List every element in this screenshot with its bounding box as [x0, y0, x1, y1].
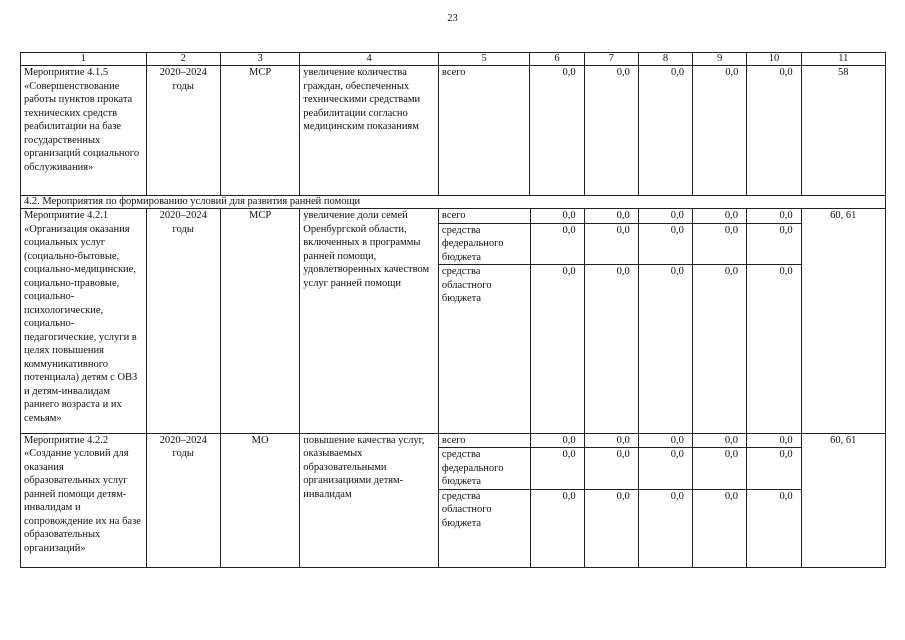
value-cell: 0,0: [746, 489, 800, 567]
financing-block: [438, 433, 801, 568]
col-header: 4: [300, 53, 439, 66]
value-cell: 0,0: [530, 66, 584, 196]
financing-row: [439, 489, 801, 567]
col-header: 1: [21, 53, 147, 66]
value-cell: 0,0: [530, 448, 584, 490]
indicator: увеличение доли семей Оренбургской области, включенных в программы ранней помощи, удовлетворенных качеством услуг ранней помощи: [300, 209, 439, 434]
col-header: 10: [747, 53, 801, 66]
value-cell: 0,0: [693, 66, 747, 196]
value-cell: 0,0: [638, 489, 692, 567]
value-cell: 0,0: [746, 265, 800, 433]
section-row: [21, 196, 886, 209]
fin-source: всего: [439, 209, 530, 223]
col-header: 9: [693, 53, 747, 66]
value-cell: 0,0: [638, 434, 692, 448]
value-cell: 0,0: [638, 448, 692, 490]
financing-row: [439, 209, 801, 223]
measure-name: Мероприятие 4.1.5 «Совершенствование работы пунктов проката технических средств реабилитации на базе государственных организаций социального обслуживания»: [21, 66, 147, 196]
value-cell: 0,0: [692, 489, 746, 567]
indicator: увеличение количества граждан, обеспеченных техническими средствами реабилитации согласно медицинским показаниям: [300, 66, 439, 196]
col-header: 11: [801, 53, 885, 66]
value-cell: 0,0: [584, 489, 638, 567]
col-header: 3: [220, 53, 299, 66]
financing-subtable: [439, 434, 801, 568]
table-row: [21, 433, 886, 568]
period: 2020–2024 годы: [146, 433, 220, 568]
fin-source: всего: [438, 66, 529, 196]
value-cell: 0,0: [692, 434, 746, 448]
indicator: повышение качества услуг, оказываемых образовательными организациями детям-инвалидам: [300, 433, 439, 568]
page-number: 23: [447, 13, 458, 24]
col-header: 7: [584, 53, 638, 66]
measure-name: Мероприятие 4.2.1 «Организация оказания социальных услуг (социально-бытовые, социально-медицинские, социально-правовые, социально-психологические, социально-педагогические, услуги в целях повышения коммуникативного потенциала) детям с ОВЗ и детям-инвалидам раннего возраста и их семьям»: [21, 209, 147, 434]
value-cell: 0,0: [746, 209, 800, 223]
col-header: 2: [146, 53, 220, 66]
measure-name: Мероприятие 4.2.2 «Создание условий для оказания образовательных услуг ранней помощи детям-инвалидам и сопровождение их на базе образовательных организаций»: [21, 433, 147, 568]
value-cell: 0,0: [746, 223, 800, 265]
value-cell: 0,0: [692, 209, 746, 223]
value-cell: 0,0: [638, 66, 692, 196]
financing-subtable: [439, 209, 801, 433]
link-cell: 58: [801, 66, 885, 196]
column-numbers-row: [21, 53, 886, 66]
executor: МО: [220, 433, 299, 568]
section-title: 4.2. Мероприятия по формированию условий для развития ранней помощи: [21, 196, 886, 209]
value-cell: 0,0: [692, 265, 746, 433]
value-cell: 0,0: [584, 66, 638, 196]
value-cell: 0,0: [638, 265, 692, 433]
col-header: 6: [530, 53, 584, 66]
fin-source: средства федерального бюджета: [439, 448, 530, 490]
col-header: 8: [638, 53, 692, 66]
period: 2020–2024 годы: [146, 66, 220, 196]
link-cell: 60, 61: [801, 209, 885, 434]
program-table: [20, 52, 886, 568]
fin-source: всего: [439, 434, 530, 448]
value-cell: 0,0: [692, 223, 746, 265]
financing-row: [439, 448, 801, 490]
value-cell: 0,0: [584, 434, 638, 448]
fin-source: средства федерального бюджета: [439, 223, 530, 265]
table-row: [21, 66, 886, 196]
value-cell: 0,0: [638, 209, 692, 223]
col-header: 5: [438, 53, 529, 66]
financing-row: [439, 265, 801, 433]
value-cell: 0,0: [584, 223, 638, 265]
value-cell: 0,0: [530, 223, 584, 265]
value-cell: 0,0: [530, 434, 584, 448]
fin-source: средства областного бюджета: [441, 490, 492, 529]
value-cell: 0,0: [692, 448, 746, 490]
executor: МСР: [220, 66, 299, 196]
value-cell: 0,0: [746, 434, 800, 448]
fin-source: средства областного бюджета: [441, 266, 492, 304]
value-cell: 0,0: [530, 209, 584, 223]
value-cell: 0,0: [638, 223, 692, 265]
value-cell: 0,0: [584, 209, 638, 223]
table-row: [21, 209, 886, 434]
value-cell: 0,0: [747, 66, 801, 196]
value-cell: 0,0: [584, 448, 638, 490]
financing-block: [438, 209, 801, 434]
financing-row: [439, 223, 801, 265]
value-cell: 0,0: [530, 489, 584, 567]
value-cell: 0,0: [530, 265, 584, 433]
period: 2020–2024 годы: [146, 209, 220, 434]
value-cell: 0,0: [746, 448, 800, 490]
executor: МСР: [220, 209, 299, 434]
financing-row: [439, 434, 801, 448]
value-cell: 0,0: [584, 265, 638, 433]
link-cell: 60, 61: [801, 433, 885, 568]
